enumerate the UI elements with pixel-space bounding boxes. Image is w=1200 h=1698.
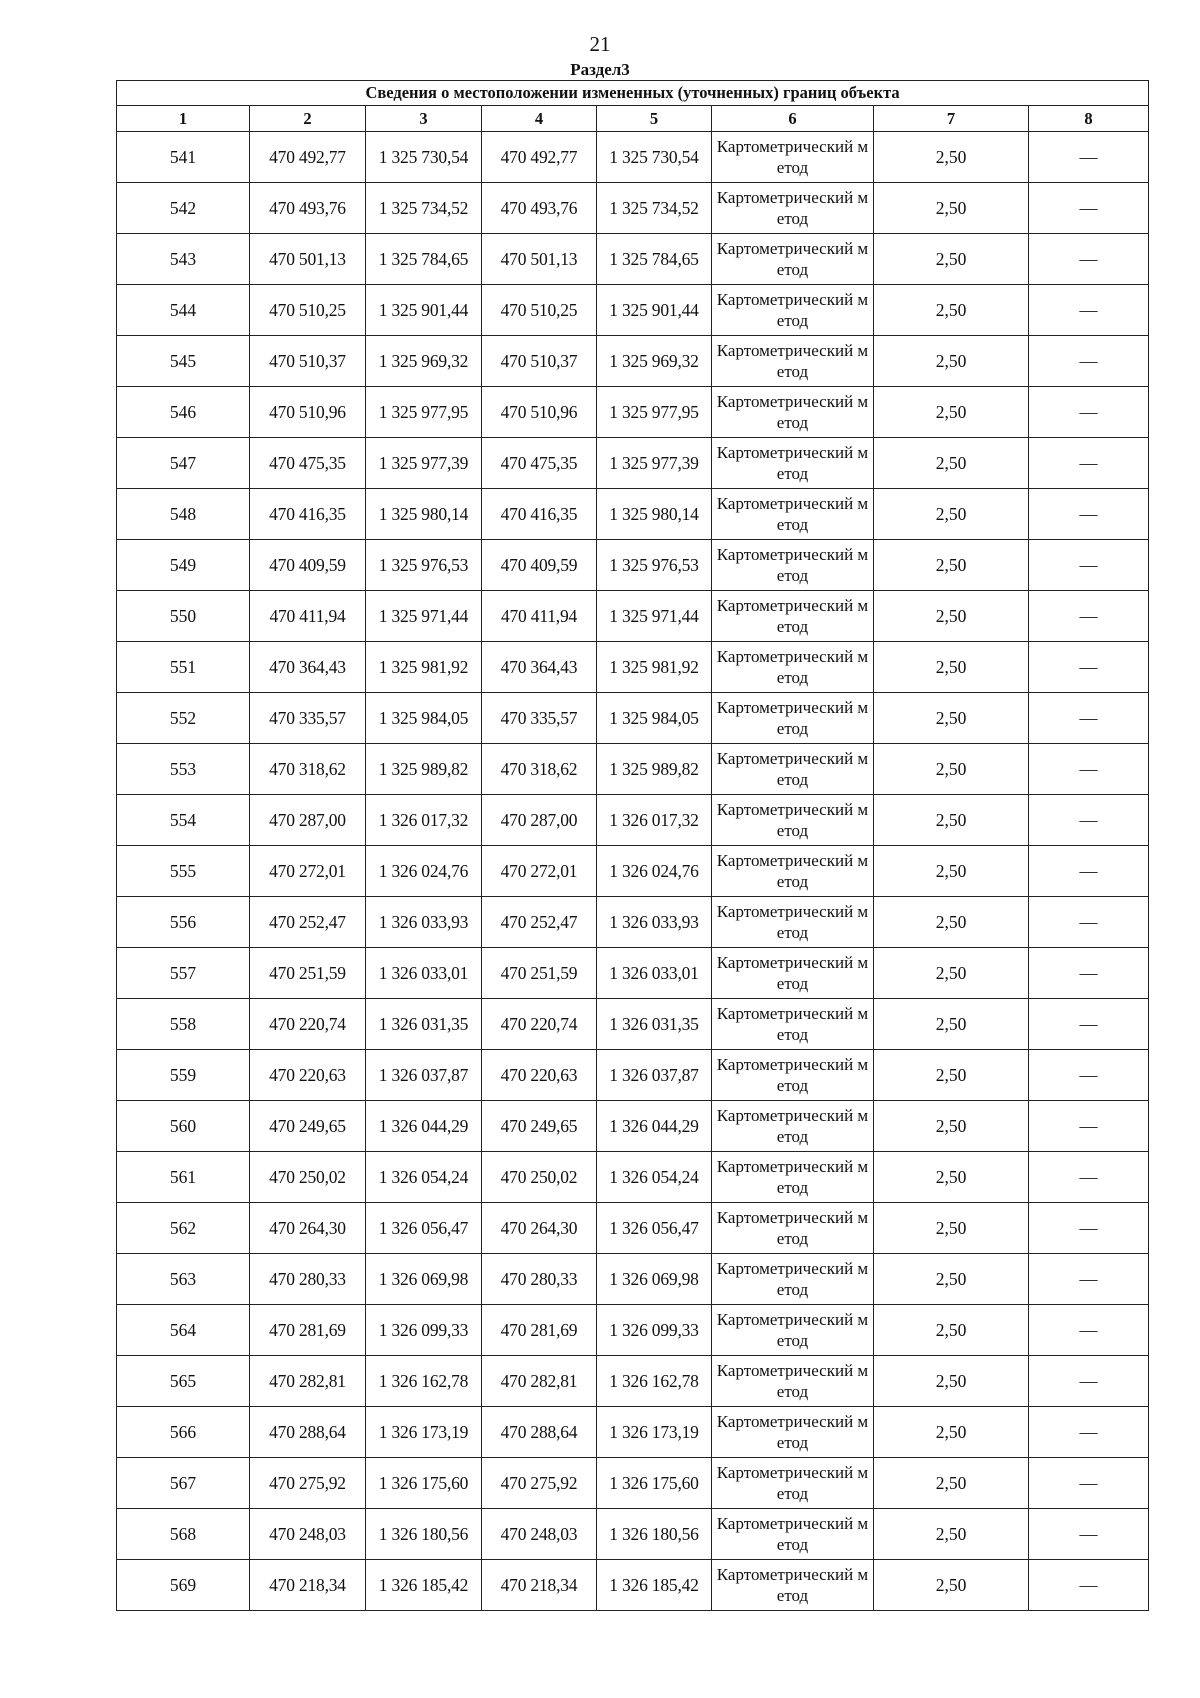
refined-y-cell: 1 326 024,76 [597,846,712,897]
refined-x-cell: 470 248,03 [482,1509,597,1560]
refined-y-cell: 1 326 185,42 [597,1560,712,1611]
table-row [117,744,1149,795]
existing-x-cell: 470 492,77 [250,132,366,183]
existing-x-cell: 470 272,01 [250,846,366,897]
accuracy-cell: 2,50 [874,1152,1029,1203]
table-row [117,999,1149,1050]
table-row [117,1458,1149,1509]
point-number-cell: 554 [117,795,250,846]
method-cell: Картометрический метод [712,999,874,1050]
refined-y-cell: 1 326 069,98 [597,1254,712,1305]
refined-y-cell: 1 326 031,35 [597,999,712,1050]
point-number-cell: 560 [117,1101,250,1152]
method-cell: Картометрический метод [712,1050,874,1101]
table-title-row [117,81,1149,106]
point-number-cell: 544 [117,285,250,336]
refined-x-cell: 470 218,34 [482,1560,597,1611]
description-cell: — [1029,897,1149,948]
column-header: 8 [1029,106,1149,132]
method-cell: Картометрический метод [712,795,874,846]
existing-x-cell: 470 218,34 [250,1560,366,1611]
description-cell: — [1029,1509,1149,1560]
refined-x-cell: 470 411,94 [482,591,597,642]
point-number-cell: 549 [117,540,250,591]
accuracy-cell: 2,50 [874,795,1029,846]
existing-x-cell: 470 249,65 [250,1101,366,1152]
accuracy-cell: 2,50 [874,999,1029,1050]
method-cell: Картометрический метод [712,591,874,642]
existing-x-cell: 470 510,37 [250,336,366,387]
description-cell: — [1029,744,1149,795]
existing-y-cell: 1 326 162,78 [366,1356,482,1407]
refined-y-cell: 1 326 033,01 [597,948,712,999]
point-number-cell: 563 [117,1254,250,1305]
existing-x-cell: 470 318,62 [250,744,366,795]
description-cell: — [1029,1305,1149,1356]
point-number-cell: 559 [117,1050,250,1101]
point-number-cell: 558 [117,999,250,1050]
point-number-cell: 562 [117,1203,250,1254]
existing-y-cell: 1 326 185,42 [366,1560,482,1611]
accuracy-cell: 2,50 [874,1254,1029,1305]
refined-y-cell: 1 325 969,32 [597,336,712,387]
existing-x-cell: 470 275,92 [250,1458,366,1509]
description-cell: — [1029,234,1149,285]
refined-x-cell: 470 275,92 [482,1458,597,1509]
description-cell: — [1029,1254,1149,1305]
accuracy-cell: 2,50 [874,1407,1029,1458]
accuracy-cell: 2,50 [874,285,1029,336]
description-cell: — [1029,1203,1149,1254]
refined-y-cell: 1 326 017,32 [597,795,712,846]
refined-y-cell: 1 326 054,24 [597,1152,712,1203]
column-header: 1 [117,106,250,132]
existing-y-cell: 1 325 981,92 [366,642,482,693]
point-number-cell: 547 [117,438,250,489]
accuracy-cell: 2,50 [874,336,1029,387]
accuracy-cell: 2,50 [874,846,1029,897]
table-row [117,1203,1149,1254]
refined-x-cell: 470 288,64 [482,1407,597,1458]
refined-x-cell: 470 416,35 [482,489,597,540]
existing-x-cell: 470 220,63 [250,1050,366,1101]
existing-y-cell: 1 326 175,60 [366,1458,482,1509]
description-cell: — [1029,1356,1149,1407]
method-cell: Картометрический метод [712,1458,874,1509]
accuracy-cell: 2,50 [874,438,1029,489]
refined-y-cell: 1 325 977,39 [597,438,712,489]
refined-y-cell: 1 325 734,52 [597,183,712,234]
method-cell: Картометрический метод [712,1203,874,1254]
description-cell: — [1029,1152,1149,1203]
section-title: Раздел3 [570,60,630,79]
existing-x-cell: 470 288,64 [250,1407,366,1458]
table-row [117,1560,1149,1611]
point-number-cell: 543 [117,234,250,285]
accuracy-cell: 2,50 [874,642,1029,693]
existing-y-cell: 1 326 069,98 [366,1254,482,1305]
table-row [117,846,1149,897]
point-number-cell: 561 [117,1152,250,1203]
table-row [117,1152,1149,1203]
column-header-row [117,106,1149,132]
method-cell: Картометрический метод [712,1560,874,1611]
method-cell: Картометрический метод [712,1305,874,1356]
accuracy-cell: 2,50 [874,1356,1029,1407]
description-cell: — [1029,1407,1149,1458]
existing-y-cell: 1 326 099,33 [366,1305,482,1356]
table-row [117,285,1149,336]
refined-x-cell: 470 264,30 [482,1203,597,1254]
method-cell: Картометрический метод [712,693,874,744]
refined-y-cell: 1 326 044,29 [597,1101,712,1152]
table-row [117,591,1149,642]
existing-x-cell: 470 475,35 [250,438,366,489]
refined-y-cell: 1 325 980,14 [597,489,712,540]
refined-x-cell: 470 492,77 [482,132,597,183]
accuracy-cell: 2,50 [874,897,1029,948]
existing-x-cell: 470 280,33 [250,1254,366,1305]
existing-x-cell: 470 264,30 [250,1203,366,1254]
refined-x-cell: 470 364,43 [482,642,597,693]
existing-y-cell: 1 326 180,56 [366,1509,482,1560]
table-row [117,1509,1149,1560]
column-header: 6 [712,106,874,132]
existing-y-cell: 1 325 971,44 [366,591,482,642]
refined-y-cell: 1 325 971,44 [597,591,712,642]
existing-x-cell: 470 493,76 [250,183,366,234]
refined-y-cell: 1 326 099,33 [597,1305,712,1356]
method-cell: Картометрический метод [712,948,874,999]
existing-y-cell: 1 325 989,82 [366,744,482,795]
point-number-cell: 550 [117,591,250,642]
refined-x-cell: 470 280,33 [482,1254,597,1305]
refined-x-cell: 470 501,13 [482,234,597,285]
method-cell: Картометрический метод [712,1101,874,1152]
existing-y-cell: 1 325 977,95 [366,387,482,438]
method-cell: Картометрический метод [712,744,874,795]
table-row [117,795,1149,846]
point-number-cell: 545 [117,336,250,387]
existing-x-cell: 470 248,03 [250,1509,366,1560]
method-cell: Картометрический метод [712,234,874,285]
method-cell: Картометрический метод [712,846,874,897]
existing-x-cell: 470 416,35 [250,489,366,540]
method-cell: Картометрический метод [712,183,874,234]
description-cell: — [1029,795,1149,846]
existing-x-cell: 470 409,59 [250,540,366,591]
point-number-cell: 566 [117,1407,250,1458]
table-row [117,438,1149,489]
method-cell: Картометрический метод [712,1356,874,1407]
table-row [117,1101,1149,1152]
description-cell: — [1029,948,1149,999]
point-number-cell: 546 [117,387,250,438]
refined-x-cell: 470 510,96 [482,387,597,438]
method-cell: Картометрический метод [712,1407,874,1458]
existing-x-cell: 470 220,74 [250,999,366,1050]
refined-y-cell: 1 326 175,60 [597,1458,712,1509]
method-cell: Картометрический метод [712,897,874,948]
page-number: 21 [589,32,611,56]
refined-x-cell: 470 249,65 [482,1101,597,1152]
refined-y-cell: 1 326 056,47 [597,1203,712,1254]
accuracy-cell: 2,50 [874,387,1029,438]
table-row [117,642,1149,693]
point-number-cell: 564 [117,1305,250,1356]
method-cell: Картометрический метод [712,540,874,591]
accuracy-cell: 2,50 [874,1458,1029,1509]
accuracy-cell: 2,50 [874,744,1029,795]
existing-x-cell: 470 252,47 [250,897,366,948]
refined-x-cell: 470 335,57 [482,693,597,744]
method-cell: Картометрический метод [712,387,874,438]
refined-y-cell: 1 325 730,54 [597,132,712,183]
existing-y-cell: 1 325 969,32 [366,336,482,387]
existing-y-cell: 1 326 024,76 [366,846,482,897]
column-header: 7 [874,106,1029,132]
method-cell: Картометрический метод [712,1152,874,1203]
description-cell: — [1029,999,1149,1050]
description-cell: — [1029,489,1149,540]
point-number-cell: 565 [117,1356,250,1407]
table-row [117,1407,1149,1458]
table-row [117,234,1149,285]
point-number-cell: 555 [117,846,250,897]
accuracy-cell: 2,50 [874,132,1029,183]
description-cell: — [1029,132,1149,183]
existing-y-cell: 1 325 901,44 [366,285,482,336]
existing-x-cell: 470 501,13 [250,234,366,285]
column-header: 4 [482,106,597,132]
refined-x-cell: 470 281,69 [482,1305,597,1356]
existing-x-cell: 470 510,96 [250,387,366,438]
existing-x-cell: 470 335,57 [250,693,366,744]
point-number-cell: 569 [117,1560,250,1611]
table-row [117,897,1149,948]
existing-y-cell: 1 325 734,52 [366,183,482,234]
existing-y-cell: 1 326 033,01 [366,948,482,999]
description-cell: — [1029,846,1149,897]
description-cell: — [1029,1050,1149,1101]
existing-y-cell: 1 326 056,47 [366,1203,482,1254]
refined-x-cell: 470 475,35 [482,438,597,489]
description-cell: — [1029,336,1149,387]
accuracy-cell: 2,50 [874,1560,1029,1611]
existing-y-cell: 1 325 784,65 [366,234,482,285]
table-row [117,693,1149,744]
table-row [117,132,1149,183]
description-cell: — [1029,693,1149,744]
description-cell: — [1029,540,1149,591]
existing-x-cell: 470 510,25 [250,285,366,336]
accuracy-cell: 2,50 [874,1101,1029,1152]
point-number-cell: 568 [117,1509,250,1560]
table-row [117,183,1149,234]
description-cell: — [1029,1560,1149,1611]
existing-x-cell: 470 364,43 [250,642,366,693]
existing-y-cell: 1 326 037,87 [366,1050,482,1101]
method-cell: Картометрический метод [712,1509,874,1560]
refined-x-cell: 470 251,59 [482,948,597,999]
refined-y-cell: 1 325 989,82 [597,744,712,795]
refined-y-cell: 1 326 173,19 [597,1407,712,1458]
refined-x-cell: 470 510,37 [482,336,597,387]
column-header: 5 [597,106,712,132]
refined-x-cell: 470 318,62 [482,744,597,795]
existing-y-cell: 1 326 017,32 [366,795,482,846]
refined-x-cell: 470 252,47 [482,897,597,948]
existing-y-cell: 1 325 977,39 [366,438,482,489]
refined-x-cell: 470 510,25 [482,285,597,336]
refined-y-cell: 1 325 784,65 [597,234,712,285]
description-cell: — [1029,1458,1149,1509]
table-row [117,336,1149,387]
description-cell: — [1029,387,1149,438]
method-cell: Картометрический метод [712,642,874,693]
table-row [117,1356,1149,1407]
existing-x-cell: 470 251,59 [250,948,366,999]
existing-y-cell: 1 326 031,35 [366,999,482,1050]
refined-y-cell: 1 325 984,05 [597,693,712,744]
point-number-cell: 557 [117,948,250,999]
table-row [117,1254,1149,1305]
refined-y-cell: 1 326 037,87 [597,1050,712,1101]
column-header: 3 [366,106,482,132]
accuracy-cell: 2,50 [874,693,1029,744]
column-header: 2 [250,106,366,132]
method-cell: Картометрический метод [712,285,874,336]
refined-y-cell: 1 326 162,78 [597,1356,712,1407]
accuracy-cell: 2,50 [874,591,1029,642]
method-cell: Картометрический метод [712,132,874,183]
existing-y-cell: 1 325 984,05 [366,693,482,744]
point-number-cell: 553 [117,744,250,795]
existing-y-cell: 1 325 730,54 [366,132,482,183]
table-row [117,1305,1149,1356]
refined-y-cell: 1 325 977,95 [597,387,712,438]
method-cell: Картометрический метод [712,336,874,387]
refined-y-cell: 1 325 976,53 [597,540,712,591]
existing-x-cell: 470 282,81 [250,1356,366,1407]
point-number-cell: 552 [117,693,250,744]
refined-x-cell: 470 493,76 [482,183,597,234]
existing-x-cell: 470 281,69 [250,1305,366,1356]
point-number-cell: 548 [117,489,250,540]
refined-x-cell: 470 220,74 [482,999,597,1050]
accuracy-cell: 2,50 [874,1050,1029,1101]
table-row [117,540,1149,591]
refined-x-cell: 470 272,01 [482,846,597,897]
point-number-cell: 567 [117,1458,250,1509]
table-row [117,489,1149,540]
refined-x-cell: 470 220,63 [482,1050,597,1101]
point-number-cell: 541 [117,132,250,183]
refined-x-cell: 470 250,02 [482,1152,597,1203]
refined-x-cell: 470 282,81 [482,1356,597,1407]
existing-x-cell: 470 287,00 [250,795,366,846]
refined-y-cell: 1 326 033,93 [597,897,712,948]
point-number-cell: 542 [117,183,250,234]
table-title: Сведения о местоположении измененных (уточненных) границ объекта [117,81,1149,106]
existing-y-cell: 1 326 044,29 [366,1101,482,1152]
existing-y-cell: 1 326 054,24 [366,1152,482,1203]
refined-x-cell: 470 409,59 [482,540,597,591]
description-cell: — [1029,438,1149,489]
point-number-cell: 556 [117,897,250,948]
accuracy-cell: 2,50 [874,1305,1029,1356]
method-cell: Картометрический метод [712,1254,874,1305]
table-row [117,1050,1149,1101]
refined-y-cell: 1 326 180,56 [597,1509,712,1560]
description-cell: — [1029,183,1149,234]
accuracy-cell: 2,50 [874,1509,1029,1560]
accuracy-cell: 2,50 [874,948,1029,999]
table-row [117,948,1149,999]
accuracy-cell: 2,50 [874,489,1029,540]
description-cell: — [1029,591,1149,642]
existing-x-cell: 470 250,02 [250,1152,366,1203]
existing-y-cell: 1 326 033,93 [366,897,482,948]
table-row [117,387,1149,438]
refined-x-cell: 470 287,00 [482,795,597,846]
coordinates-table [116,80,1149,1611]
existing-y-cell: 1 325 980,14 [366,489,482,540]
refined-y-cell: 1 325 901,44 [597,285,712,336]
existing-y-cell: 1 326 173,19 [366,1407,482,1458]
accuracy-cell: 2,50 [874,183,1029,234]
accuracy-cell: 2,50 [874,1203,1029,1254]
accuracy-cell: 2,50 [874,540,1029,591]
description-cell: — [1029,285,1149,336]
description-cell: — [1029,1101,1149,1152]
refined-y-cell: 1 325 981,92 [597,642,712,693]
existing-x-cell: 470 411,94 [250,591,366,642]
method-cell: Картометрический метод [712,438,874,489]
method-cell: Картометрический метод [712,489,874,540]
description-cell: — [1029,642,1149,693]
existing-y-cell: 1 325 976,53 [366,540,482,591]
accuracy-cell: 2,50 [874,234,1029,285]
point-number-cell: 551 [117,642,250,693]
